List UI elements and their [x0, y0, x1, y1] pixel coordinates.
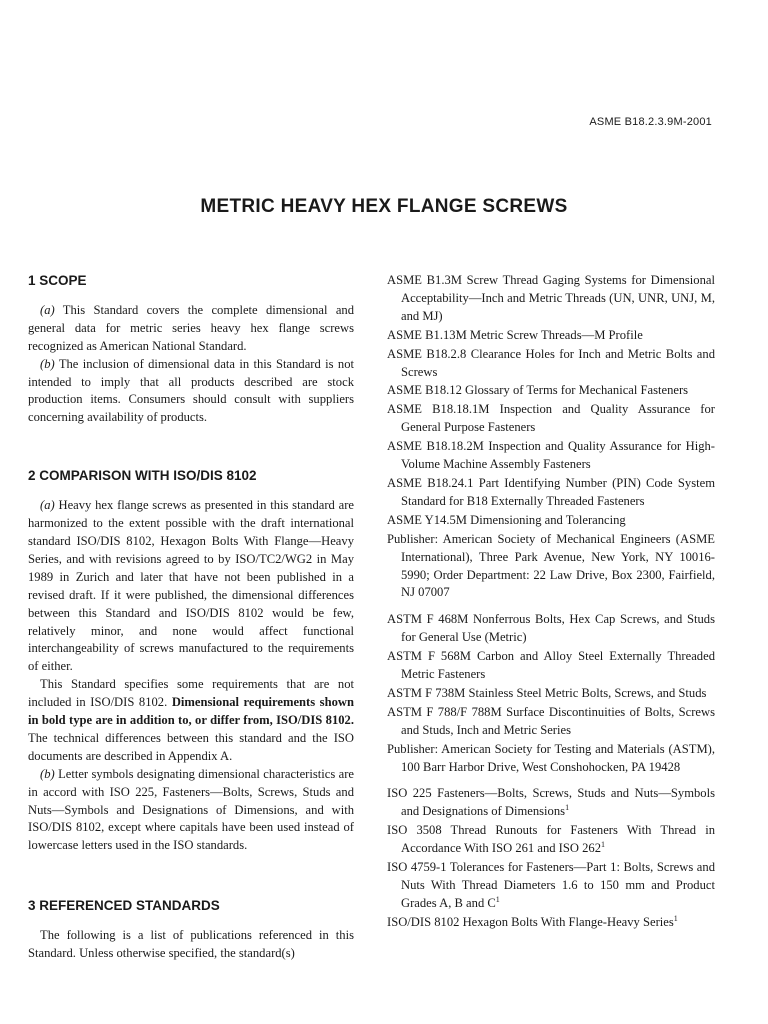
reference-item: ASME B18.18.2M Inspection and Quality Assurance for High-Volume Machine Assembly Fasteners: [387, 439, 715, 472]
iso-ref-text: ISO 3508 Thread Runouts for Fasteners With Thread in Accordance With ISO 261 and ISO 262: [387, 823, 715, 856]
comparison-b-label: (b): [40, 766, 55, 781]
comparison-a-text: Heavy hex flange screws as presented in this standard are harmonized to the extent possible with the draft international standard ISO/DIS 8102, Hexagon Bolts With Flange—Heavy Series, and with revisions agreed to by ISO/TC2/WG2 in May 1989 in Zurich and later that have not been published in a revised draft. If it were published, the dimensional differences between this Standard and ISO/DIS 8102 would be few, relatively minor, and none would affect functional interchangeability of screws manufactured to the requirements of either.: [28, 498, 354, 674]
comparison-b-text: Letter symbols designating dimensional characteristics are in accord with ISO 225, Fasteners—Bolts, Screws, Studs and Nuts—Symbols and Designations of Dimensions, and with ISO/DIS 8102, except where capitals have been used instead of lowercase letters used in the ISO standards.: [28, 766, 354, 853]
reference-item: ASME B18.2.8 Clearance Holes for Inch and Metric Bolts and Screws: [387, 346, 715, 379]
reference-item: [387, 859, 715, 913]
footnote-marker: 1: [495, 894, 500, 904]
iso-ref-text: ISO 225 Fasteners—Bolts, Screws, Studs and Nuts—Symbols and Designations of Dimensions: [387, 786, 715, 819]
scope-a-label: (a): [40, 302, 55, 317]
comparison-paragraph-b: [28, 766, 354, 856]
footnote-marker: 1: [601, 840, 606, 849]
document-id: ASME B18.2.3.9M-2001: [589, 116, 712, 128]
section-heading-referenced: 3 REFERENCED STANDARDS: [28, 898, 220, 914]
referenced-intro: The following is a list of publications referenced in this Standard. Unless otherwise specified, the standard(s): [28, 928, 354, 961]
publisher-astm: Publisher: American Society for Testing and Materials (ASTM), 100 Barr Harbor Drive, West Conshohocken, PA 19428: [387, 741, 715, 774]
section-heading-scope: 1 SCOPE: [28, 273, 87, 288]
reference-item: ASME B1.3M Screw Thread Gaging Systems for Dimensional Acceptability—Inch and Metric Threads (UN, UNR, UNJ, M, and MJ): [387, 273, 715, 323]
scope-b-text: The inclusion of dimensional data in this Standard is not intended to imply that all products described are stock production items. Consumers should consult with suppliers concerning availability of products.: [28, 356, 354, 425]
comparison-p2-end: The technical differences between this standard and the ISO documents are described in Appendix A.: [28, 730, 354, 763]
left-column: [28, 272, 354, 963]
astm-reference-list: [387, 611, 715, 776]
iso-ref-text: ISO 4759-1 Tolerances for Fasteners—Part 1: Bolts, Screws and Nuts With Thread Diameters 1.6 to 150 mm and Product Grades A, B and C: [387, 860, 715, 910]
reference-item: ASME B18.18.1M Inspection and Quality Assurance for General Purpose Fasteners: [387, 402, 715, 435]
section-heading-comparison: 2 COMPARISON WITH ISO/DIS 8102: [28, 468, 257, 484]
comparison-p2-bold: Dimensional requirements shown in bold type are in addition to, or differ from, ISO/DIS 8102.: [28, 695, 354, 728]
right-column: [387, 272, 715, 933]
reference-item: ASTM F 468M Nonferrous Bolts, Hex Cap Screws, and Studs for General Use (Metric): [387, 612, 715, 645]
comparison-paragraph-a: [28, 497, 354, 676]
iso-ref-text: ISO/DIS 8102 Hexagon Bolts With Flange-Heavy Series: [387, 914, 674, 929]
asme-reference-list: [387, 272, 715, 602]
reference-item: ASTM F 738M Stainless Steel Metric Bolts, Screws, and Studs: [387, 685, 707, 700]
reference-item: [387, 914, 715, 932]
comparison-p2-start: This Standard specifies some requirements that are not included in ISO/DIS 8102.: [28, 677, 354, 710]
scope-b-label: (b): [40, 356, 55, 371]
reference-item: ASME Y14.5M Dimensioning and Tolerancing: [387, 512, 626, 527]
reference-item: ASME B18.24.1 Part Identifying Number (PIN) Code System Standard for B18 Externally Threaded Fasteners: [387, 475, 715, 508]
reference-item: ASME B18.12 Glossary of Terms for Mechanical Fasteners: [387, 383, 689, 398]
scope-paragraph-b: [28, 356, 354, 428]
scope-a-text: This Standard covers the complete dimensional and general data for metric series heavy hex flange screws recognized as American National Standard.: [28, 302, 355, 353]
reference-item: [387, 822, 715, 858]
iso-reference-list: [387, 785, 715, 931]
reference-item: ASME B1.13M Metric Screw Threads—M Profile: [387, 327, 643, 342]
comparison-a-label: (a): [40, 498, 55, 513]
page-title: METRIC HEAVY HEX FLANGE SCREWS: [200, 196, 568, 217]
reference-item: ASTM F 568M Carbon and Alloy Steel Externally Threaded Metric Fasteners: [387, 649, 715, 682]
publisher-asme: Publisher: American Society of Mechanical Engineers (ASME International), Three Park Avenue, New York, NY 10016-5990; Order Department: 22 Law Drive, Box 2300, Fairfield, NJ 07007: [387, 531, 715, 600]
reference-item: ASTM F 788/F 788M Surface Discontinuities of Bolts, Screws and Studs, Inch and Metric Series: [387, 704, 715, 737]
footnote-marker: 1: [673, 913, 678, 923]
footnote-marker: 1: [565, 803, 570, 813]
scope-paragraph-a: [28, 302, 354, 356]
comparison-paragraph-2: [28, 676, 354, 766]
reference-item: [387, 785, 715, 821]
